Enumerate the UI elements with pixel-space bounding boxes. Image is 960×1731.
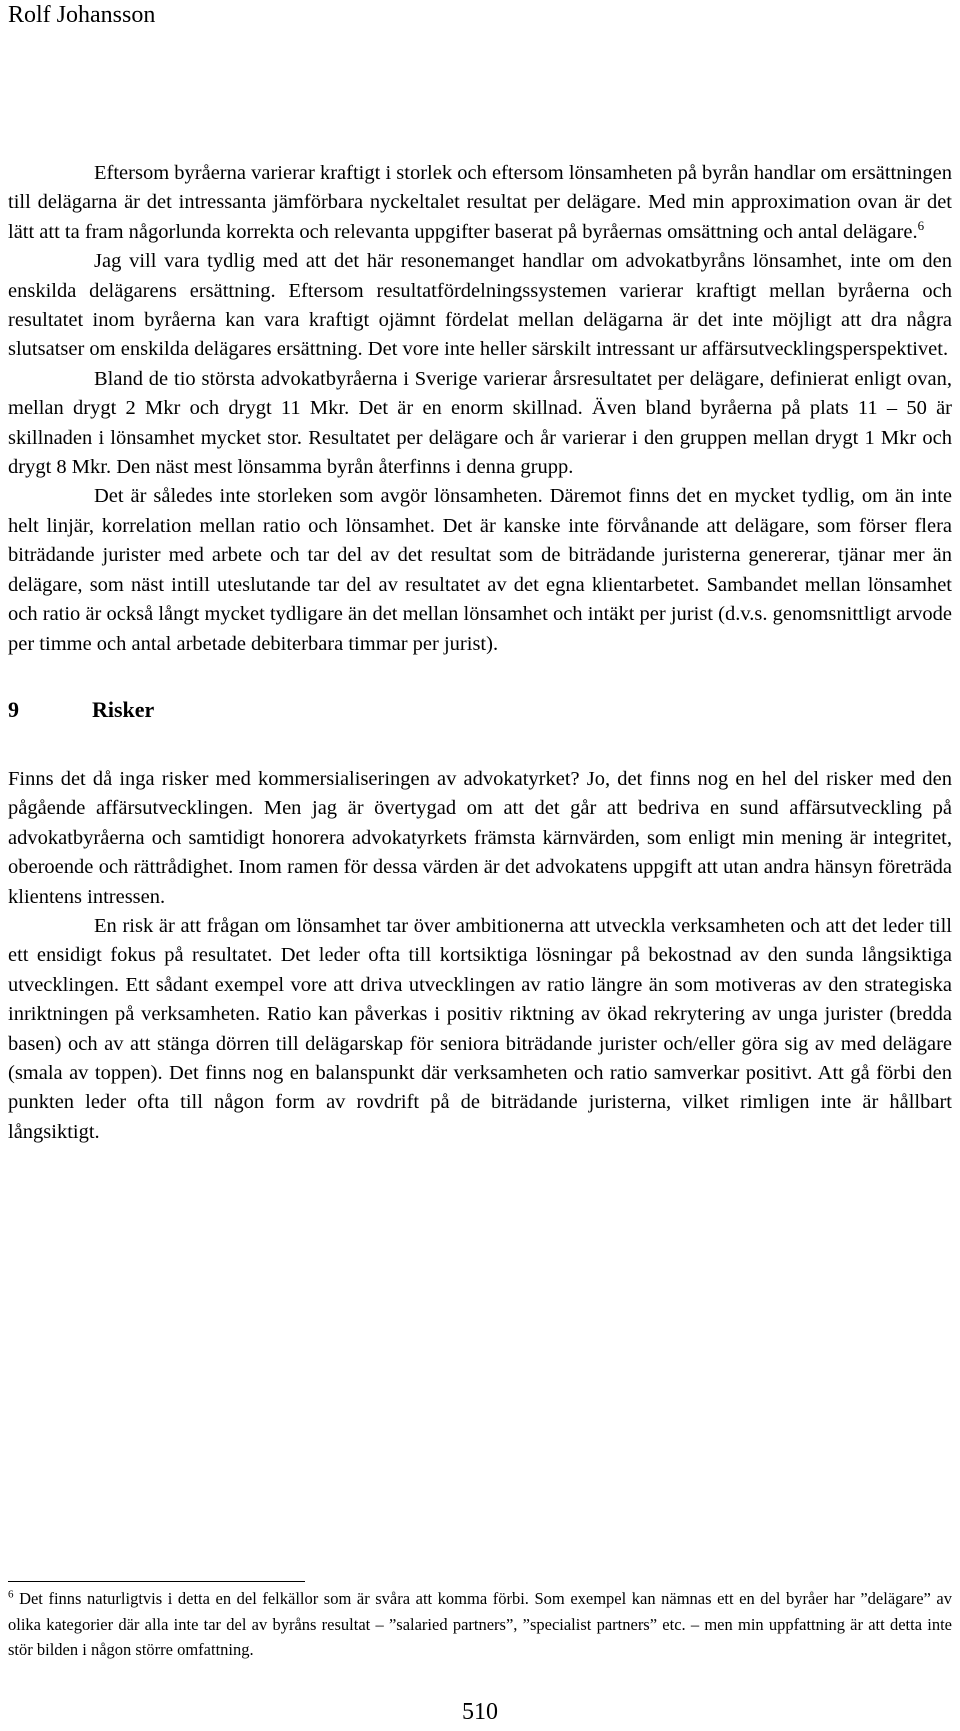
footnote-reference[interactable]: 6	[917, 217, 925, 233]
paragraph-risks-intro: Finns det då inga risker med kommersialiseringen av advokatyrket? Jo, det finns nog en hel del risker med den pågående affärsutvecklingen. Men jag är övertygad om att det går att bedriva en sund affärsutveckling på advokatbyråerna och samtidigt honorera advokatyrkets främsta kärnvärden, som enligt min mening är integritet, oberoende och rättrådighet. Inom ramen för dessa värden är det advokatens uppgift att utan andra hänsyn företräda klientens intressen.	[8, 767, 952, 908]
page-number: 510	[462, 1699, 498, 1725]
paragraph-top-ten-firms: Bland de tio största advokatbyråerna i Sverige varierar årsresultatet per delägare, definierat enligt ovan, mellan drygt 2 Mkr och drygt 11 Mkr. Det är en enorm skillnad. Även bland byråerna på plats 11 – 50 är skillnaden i lönsamhet mycket stor. Resultatet per delägare och år varierar i den gruppen mellan drygt 1 Mkr och drygt 8 Mkr. Den näst mest lönsamma byrån återfinns i denna grupp.	[8, 367, 952, 479]
paragraph-clarification: Jag vill vara tydlig med att det här resonemanget handlar om advokatbyråns lönsamhet, inte om den enskilda delägarens ersättning. Eftersom resultatfördelningssystemen varierar kraftigt mellan byråerna och resultatet inom byråerna kan vara kraftigt ojämnt fördelat mellan delägarna är det inte möjligt att dra några slutsatser om enskilda delägares ersättning. Det vore inte heller särskilt intressant ur affärsutvecklingsperspektivet.	[8, 250, 952, 361]
section-heading	[8, 695, 952, 725]
footnote	[8, 1586, 952, 1663]
paragraph-risk-profitability-focus: En risk är att frågan om lönsamhet tar över ambitionerna att utveckla verksamheten och att det leder till ett ensidigt fokus på resultatet. Det leder ofta till kortsiktiga lösningar på bekostnad av den sunda långsiktiga utvecklingen. Ett sådant exempel vore att driva utvecklingen av ratio längre än som motiveras av den strategiska inriktningen på verksamheten. Ratio kan påverkas i positiv riktning av ökad rekrytering av unga jurister (bredda basen) och av att stänga dörren till delägarskap för seniora biträdande jurister och/eller göra sig av med delägare (smala av toppen). Det finns nog en balanspunkt där verksamheten och ratio samverkar positivt. Att gå förbi den punkten leder ofta till någon form av rovdrift på de biträdande juristerna, vilket rimligen inte är hållbart långsiktigt.	[8, 914, 952, 1143]
section-title: Risker	[92, 696, 155, 722]
running-header-author: Rolf Johansson	[8, 2, 156, 28]
footnote-separator	[8, 1581, 305, 1582]
paragraph-text: Eftersom byråerna varierar kraftigt i storlek och eftersom lönsamheten på byrån handlar om ersättningen till delägarna är det intressanta jämförbara nyckeltalet resultat per delägare. Med min approximation ovan är det lätt att ta fram någorlunda korrekta och relevanta uppgifter baserat på byråernas omsättning och antal delägare.	[8, 162, 952, 243]
footnote-marker: 6	[8, 1588, 14, 1601]
section-number: 9	[8, 696, 19, 722]
paragraph-profitability-intro	[8, 159, 952, 247]
footnote-text: Det finns naturligtvis i detta en del felkällor som är svåra att komma förbi. Som exempel kan nämnas ett en del byråer har ”delägare” av olika kategorier där alla inte tar del av byråns resultat – ”salaried partners”, ”specialist partners” etc. – men min uppfattning är att detta inte stör bilden i någon större omfattning.	[8, 1589, 953, 1660]
page-body	[8, 159, 952, 1147]
paragraph-ratio-correlation: Det är således inte storleken som avgör lönsamheten. Däremot finns det en mycket tydlig, om än inte helt linjär, korrelation mellan ratio och lönsamhet. Det är kanske inte förvånande att delägare, som förser flera biträdande jurister med arbete och tar del av det resultat som de biträdande juristerna genererar, tjänar mer än delägare, som näst intill uteslutande tar del av resultatet av det egna klientarbetet. Sambandet mellan lönsamhet och ratio är också långt mycket tydligare än det mellan lönsamhet och intäkt per jurist (d.v.s. genomsnittligt arvode per timme och antal arbetade debiterbara timmar per jurist).	[8, 485, 952, 655]
